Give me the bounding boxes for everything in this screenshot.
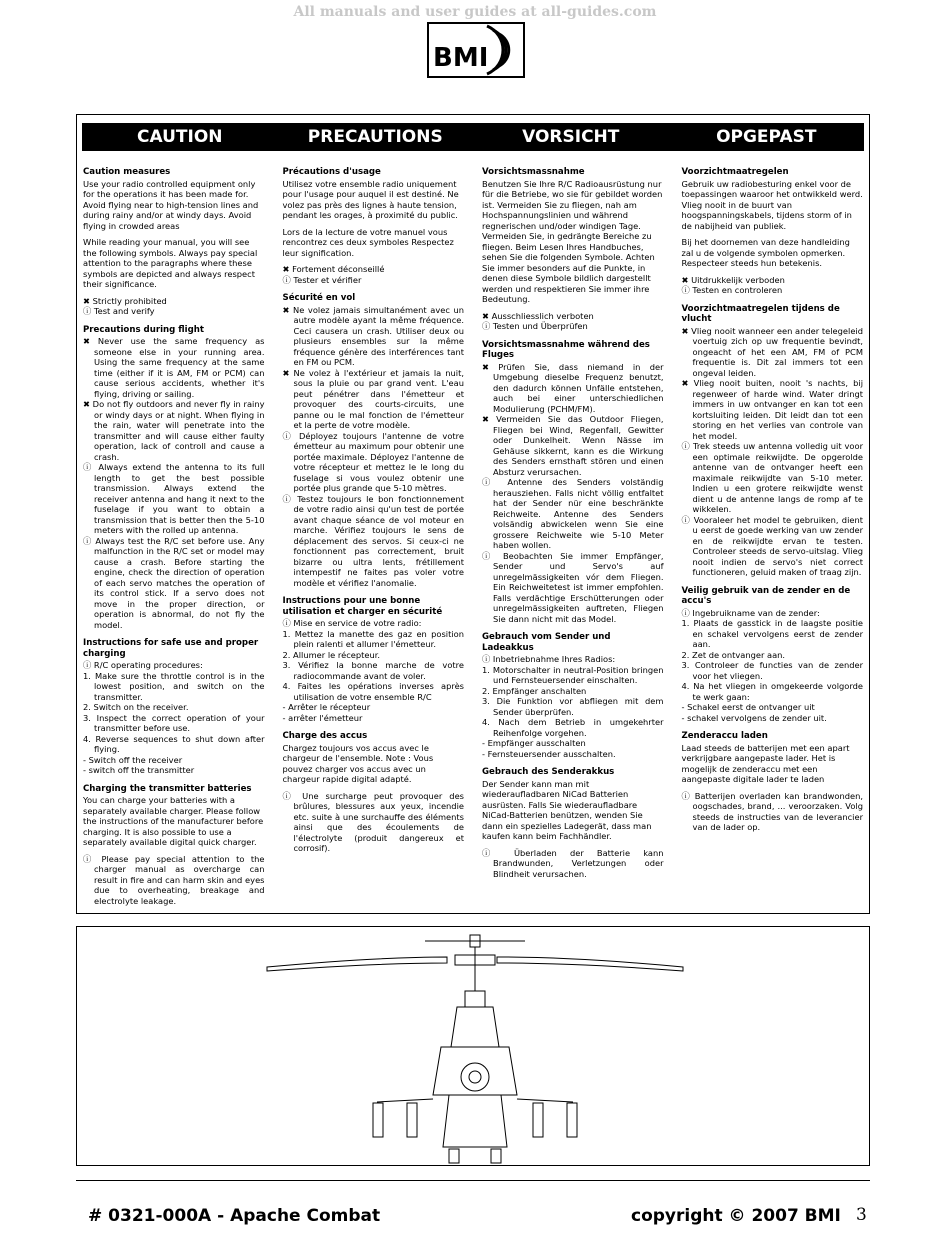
- list-item: 4. Nach dem Betrieb in umgekehrter Reihenfolge vorgehen.: [482, 717, 664, 738]
- paragraph: Gebruik uw radiobesturing enkel voor de toepassingen waaroor het ontwikkeld werd. Vlieg nooit in de buurt van hoogspanningskabels, tijdens storm of in de nabijheid van publiek.: [681, 178, 863, 231]
- section-heading: Charging the transmitter batteries: [83, 783, 252, 794]
- safety-frame: [76, 114, 870, 914]
- bullet-list: [83, 660, 265, 776]
- list-item: ✖ Never use the same frequency as someone else in your running area. Using the same frequency at the same time (either if it is AM, FM or PCM) can cause serious accidents, whether it's flying, driving or sailing.: [83, 336, 265, 399]
- list-item: ⓘ Always test the R/C set before use. Any malfunction in the R/C set or model may cause a crash. Before starting the engine, check the direction of operation of each servo matches the operation of its control stick. If a servo does not move in the proper direction, or operation is abnormal, do not fly the model.: [83, 535, 265, 630]
- paragraph: Bij het doornemen van deze handleiding zal u de volgende symbolen opmerken. Respecteer steeds hun betekenis.: [681, 237, 850, 268]
- list-item: - Fernsteuersender ausschalten.: [482, 748, 616, 759]
- list-item: 3. Vérifiez la bonne marche de votre radiocommande avant de voler.: [282, 660, 464, 681]
- header-caution: CAUTION: [136, 127, 223, 147]
- language-header-bar: [82, 123, 864, 151]
- section-heading: Caution measures: [83, 167, 171, 177]
- list-item: ⓘ Please pay special attention to the charger manual as overcharge can result in fire and can harm skin and eyes due to overheating, breakage and electrolyte leakage.: [83, 853, 265, 906]
- list-item: ⓘ Testen und Überprüfen: [482, 321, 588, 331]
- list-item: - Switch off the receiver: [83, 754, 183, 765]
- watermark: All manuals and user guides at all-guides.com: [293, 4, 657, 20]
- list-item: ✖ Ne volez jamais simultanément avec un autre modèle ayant la même fréquence. Ceci causera un crash. Utiliser deux ou plusieurs ensembles sur la même fréquence génère des interférences tant en FM ou PCM.: [282, 304, 464, 367]
- list-item: ✖ Prüfen Sie, dass niemand in der Umgebung dieselbe Frequenz benutzt, den dadurch können Unfälle entstehen, auch bei einer unterschiedlichen Modulierung (PCHM/FM).: [482, 361, 664, 414]
- list-item: 2. Empfänger anschalten: [482, 685, 587, 696]
- list-item: ✖ Do not fly outdoors and never fly in rainy or windy days or at night. When flying in the rain, water will penetrate into the transmitter and will cause either faulty operation, lack of controll and cause a crash.: [83, 399, 265, 462]
- list-item: 4. Reverse sequences to shut down after flying.: [83, 733, 265, 754]
- section-heading: Voorzichtmaatregelen: [681, 167, 789, 177]
- column-dutch: [682, 167, 864, 912]
- paragraph: Der Sender kann man mit wiederaufladbaren NiCad Batterien ausrüsten. Falls Sie wiederaufladbare NiCad-Batterien benützen, wenden Sie dann ein spezielles Ladegerät, dass man kaufen kann beim Fachhändler.: [482, 778, 652, 841]
- list-item: ⓘ Mise en service de votre radio:: [282, 618, 422, 628]
- list-item: ⓘ Tester et vérifier: [282, 274, 362, 285]
- column-english: [83, 167, 265, 912]
- footer-copyright: copyright © 2007 BMI: [631, 1206, 841, 1226]
- list-item: ✖ Ausschliesslich verboten: [482, 310, 594, 321]
- section-heading: Gebrauch vom Sender und Ladeakkus: [482, 632, 611, 653]
- paragraph: Chargez toujours vos accus avec le chargeur de l'ensemble. Note : Vous pouvez charger vos accus avec un chargeur rapide digital adapté.: [282, 742, 434, 784]
- section-heading: Instructions for safe use and proper charging: [83, 638, 259, 659]
- helicopter-drawing: [77, 927, 871, 1167]
- footer-model-number: # 0321-000A - Apache Combat: [88, 1206, 381, 1226]
- bullet-list: [283, 791, 465, 854]
- header-opgepast: OPGEPAST: [716, 127, 817, 147]
- bullet-list: [682, 326, 864, 578]
- bullet-list: [682, 791, 864, 833]
- list-item: 3. Die Funktion vor abfliegen mit dem Sender überprüfen.: [482, 696, 664, 717]
- list-item: ⓘ Ingebruikname van de zender:: [681, 607, 820, 618]
- paragraph: Laad steeds de batterijen met een apart verkrijgbare aangepaste lader. Het is mogelijk de zenderaccu met een aangepaste digitale lader te laden: [681, 742, 850, 784]
- bullet-list: [83, 854, 265, 907]
- footer-rule: [76, 1180, 870, 1181]
- list-item: ✖ Ne volez à l'extérieur et jamais la nuit, sous la pluie ou par grand vent. L'eau peut pénétrer dans l'émetteur et provoquer des courts-circuits, une panne ou le mal fonction de l'émetteur et la perte de votre modèle.: [282, 367, 464, 430]
- list-item: 1. Make sure the throttle control is in the lowest position, and switch on the transmitter.: [83, 670, 265, 702]
- list-item: ✖ Strictly prohibited: [83, 295, 167, 306]
- list-item: ⓘ Antenne des Senders volständig herausziehen. Falls nicht völlig entfaltet hat der Sender nür eine beschränkte Reichweite. Antenne des Senders volsändig abwickelen wenn Sie eine grossere Reichweite wie 5-10 Meter haben wollen.: [482, 477, 664, 550]
- list-item: - Arrêter le récepteur: [282, 702, 371, 712]
- list-item: ⓘ Déployez toujours l'antenne de votre émetteur au maximum pour obtenir une portée maximale. Déployez l'antenne de votre récepteur et mettez le le long du fuselage si vous voulez obtenir une portée plus grande que 5-10 mètres.: [282, 430, 464, 493]
- list-item: 1. Mettez la manette des gaz en position plein ralenti et allumer l'émetteur.: [282, 628, 464, 649]
- list-item: 3. Controleer de functies van de zender voor het vliegen.: [681, 660, 863, 681]
- list-item: ⓘ Vooraleer het model te gebruiken, dient u eerst de goede werking van uw zender en de reikwijdte ervan te testen. Controleer steeds de servo-uitslag. Vlieg nooit indien de servo's niet correct functioneren, geluid maken of traag zijn.: [681, 514, 863, 577]
- list-item: 1. Motorschalter in neutral-Position bringen und Fernsteuersender einschalten.: [482, 664, 664, 685]
- bullet-list: [283, 264, 465, 285]
- column-french: [283, 167, 465, 912]
- bullet-list: [283, 305, 465, 589]
- bullet-list: [83, 336, 265, 630]
- header-vorsicht: VORSICHT: [522, 127, 620, 147]
- section-heading: Vorsichtsmassnahme während des Fluges: [482, 339, 650, 360]
- column-german: [482, 167, 664, 912]
- list-item: ⓘ Beobachten Sie immer Empfänger, Sender und Servo's auf unregelmässigkeiten vór dem Fliegen. Ein Reichweitetest ist immer empfohlen. Falls verdächtige Erschütterungen oder unregelmässigkeiten auftreten, Fliegen Sie dann nicht mit das Model.: [482, 550, 664, 624]
- list-item: ⓘ Trek steeds uw antenna volledig uit voor een optimale reikwijdte. De opgerolde antenne van de ontvanger heeft een maximale reikwijdte van 5-10 meter. Indien u een grotere reikwijdte wenst dient u de antenne langs de romp af te wikkelen.: [681, 441, 863, 514]
- list-item: ⓘ Testez toujours le bon fonctionnement de votre radio ainsi qu'un test de portée avant chaque séance de vol moteur en marche. Vérifiez toujours le sens de déplacement des servos. Si ceux-ci ne fonctionnent pas correctement, bruit bizarre ou ultra lents, frétillement intempestif ne faites pas voler votre modèle et vérifiez l'anomalie.: [282, 493, 464, 588]
- paragraph: Lors de la lecture de votre manuel vous rencontrez ces deux symboles Respectez leur signification.: [282, 226, 454, 258]
- list-item: - Schakel eerst de ontvanger uit: [681, 702, 815, 712]
- section-heading: Vorsichtsmassnahme: [482, 167, 585, 177]
- list-item: 1. Plaats de gasstick in de laagste positie en schakel vervolgens eerst de zender aan.: [681, 618, 863, 649]
- list-item: 4. Faites les opérations inverses après utilisation de votre ensemble R/C: [282, 681, 464, 702]
- bullet-list: [482, 362, 664, 625]
- list-item: - schakel vervolgens de zender uit.: [681, 712, 827, 723]
- bullet-list: [482, 848, 664, 880]
- list-item: - switch off the transmitter: [83, 765, 195, 775]
- page-number: 3: [856, 1205, 867, 1225]
- section-heading: Zenderaccu laden: [681, 731, 768, 741]
- list-item: ⓘ Testen en controleren: [681, 285, 783, 295]
- section-heading: Sécurité en vol: [282, 293, 356, 303]
- section-heading: Instructions pour une bonne utilisation et charger en sécurité: [282, 596, 443, 617]
- bullet-list: [682, 275, 864, 296]
- paragraph: Use your radio controlled equipment only for the operations it has been made for. Avoid flying near to high-tension lines and during rainy and/or at windy days. Avoid flying in crowded areas: [83, 178, 259, 231]
- paragraph: Utilisez votre ensemble radio uniquement pour l'usage pour auquel il est destiné. Ne volez pas près des lignes à haute tension, pendant les orages, à proximité du public.: [282, 178, 459, 220]
- list-item: ⓘ Always extend the antenna to its full length to get the best possible transmission. Always extend the receiver antenna and hang it next to the fuselage if you want to obtain a transmission that is better then the 5-10 meters with the rolled up antenna.: [83, 462, 265, 535]
- paragraph: While reading your manual, you will see the following symbols. Always pay special attention to the paragraphs where these symbols are depicted and always respect their significance.: [83, 237, 258, 289]
- paragraph: You can charge your batteries with a separately available charger. Please follow the instructions of the manufacturer before charging. It is also possible to use a separately available digital quick charger.: [83, 795, 264, 847]
- list-item: 3. Inspect the correct operation of your transmitter before use.: [83, 712, 265, 733]
- paragraph: Benutzen Sie Ihre R/C Radioausrüstung nur für die Betriebe, wo sie für gebildet worden ist. Vermeiden Sie zu fliegen, nah am Hochspannungslinien und während regnerischen und/oder windigen Tage. Vermeiden Sie, in gedrängte Bereiche zu fliegen. Beim Lesen Ihres Handbuches, sehen Sie die folgenden Symbole. Achten Sie immer besonders auf die Punkte, in denen diese Symbole bildlich dargestellt werden und respektieren Sie immer ihre Bedeutung.: [482, 178, 663, 304]
- bmi-logo: [427, 22, 525, 78]
- section-heading: Précautions d'usage: [282, 167, 381, 177]
- list-item: ✖ Vermeiden Sie das Outdoor Fliegen, Fliegen bei Wind, Regenfall, Gewitter oder Dunkelheit. Wenn Nässe im Gehäuse sikkernt, kann es die Wirkung des Senders ernsthaft stören und einen Absturz verursachen.: [482, 414, 664, 477]
- bullet-list: [83, 296, 265, 317]
- list-item: ⓘ R/C operating procedures:: [83, 660, 203, 670]
- bullet-list: [482, 654, 664, 759]
- list-item: 2. Allumer le récepteur.: [282, 649, 381, 660]
- helicopter-illustration-frame: [76, 926, 870, 1166]
- list-item: ✖ Vlieg nooit wanneer een ander telegeleid voertuig zich op uw frequentie bevindt, ongeacht of het een AM, FM of PCM frequentie is. Dit zal immers tot een ongeval leiden.: [681, 325, 863, 378]
- list-item: ⓘ Une surcharge peut provoquer des brûlures, blessures aux yeux, incendie etc. suite à une surchauffe des éléments ainsi que des écoulements de l'électrolyte (produit dangereux et corrosif).: [282, 790, 464, 853]
- list-item: ⓘ Überladen der Batterie kann Brandwunden, Verletzungen oder Blindheit verursachen.: [482, 847, 664, 879]
- bullet-list: [682, 608, 864, 724]
- svg-text:BMI: BMI: [433, 43, 489, 73]
- list-item: 4. Na het vliegen in omgekeerde volgorde te werk gaan:: [681, 681, 863, 702]
- list-item: ✖ Fortement déconseillé: [282, 264, 385, 274]
- bullet-list: [482, 311, 664, 332]
- list-item: - Empfänger ausschalten: [482, 738, 586, 748]
- list-item: 2. Zet de ontvanger aan.: [681, 649, 786, 660]
- text-columns: [83, 167, 863, 912]
- header-precautions: PRECAUTIONS: [307, 127, 443, 147]
- section-heading: Veilig gebruik van de zender en de accu's: [681, 585, 851, 606]
- bullet-list: [283, 618, 465, 723]
- list-item: ⓘ Batterijen overladen kan brandwonden, oogschades, brand, ... veroorzaken. Volg steeds de instructies van de leverancier van de lader op.: [681, 790, 863, 832]
- section-heading: Gebrauch des Senderakkus: [482, 767, 615, 777]
- list-item: - arrêter l'émetteur: [282, 712, 363, 723]
- section-heading: Precautions during flight: [83, 324, 204, 335]
- list-item: ⓘ Test and verify: [83, 306, 155, 316]
- section-heading: Charge des accus: [282, 731, 368, 741]
- list-item: ⓘ Inbetriebnahme Ihres Radios:: [482, 654, 616, 664]
- list-item: 2. Switch on the receiver.: [83, 702, 189, 712]
- list-item: ✖ Vlieg nooit buiten, nooit 's nachts, bij regenweer of harde wind. Water dringt immers in uw ontvanger en kan tot een kortsluiting leiden. Dit leidt dan tot een storing en het verlies van controle van het model.: [681, 378, 863, 441]
- list-item: ✖ Uitdrukkelijk verboden: [681, 274, 785, 285]
- section-heading: Voorzichtmaatregelen tijdens de vlucht: [681, 303, 840, 324]
